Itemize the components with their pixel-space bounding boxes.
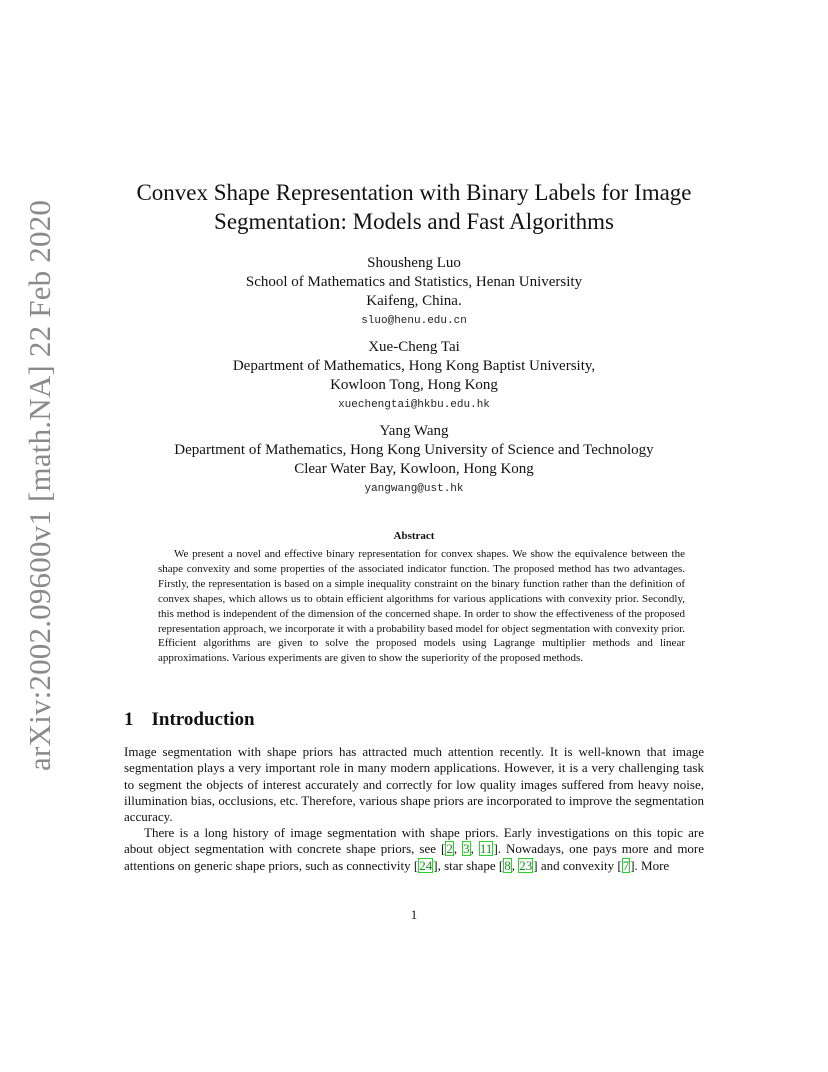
author-affiliation: Department of Mathematics, Hong Kong Baptist University, xyxy=(232,358,596,374)
author-name: Shousheng Luo xyxy=(367,255,461,271)
author-email[interactable]: sluo@henu.edu.cn xyxy=(361,315,467,327)
section-heading xyxy=(124,709,255,731)
citation-link[interactable]: 23 xyxy=(519,857,533,873)
paragraph-text: There is a long history of image segmentation with shape priors. Early investigations on this topic are about object segmentation with concrete shape priors, see [ xyxy=(124,825,704,857)
citation-link[interactable]: 8 xyxy=(504,857,511,873)
author-block-1 xyxy=(100,254,728,329)
paragraph-text: ] and convexity [ xyxy=(533,857,622,873)
citation-link[interactable]: 3 xyxy=(463,841,470,857)
author-location: Kowloon Tong, Hong Kong xyxy=(330,377,498,393)
author-location: Clear Water Bay, Kowloon, Hong Kong xyxy=(294,461,534,477)
author-email[interactable]: xuechengtai@hkbu.edu.hk xyxy=(338,399,490,411)
author-email[interactable]: yangwang@ust.hk xyxy=(364,483,464,495)
paragraph-text: ], star shape [ xyxy=(433,857,504,873)
paragraph-text: , xyxy=(470,841,479,857)
arxiv-stamp: arXiv:2002.09600v1 [math.NA] 22 Feb 2020 xyxy=(22,199,57,771)
paper-title: Convex Shape Representation with Binary Labels for Image Segmentation: Models and Fast Algorithms xyxy=(136,180,692,234)
author-affiliation: Department of Mathematics, Hong Kong University of Science and Technology xyxy=(174,442,654,458)
abstract-text: We present a novel and effective binary representation for convex shapes. We show the equivalence between the shape convexity and some properties of the associated indicator function. The proposed method has two advantages. Firstly, the representation is based on a simple inequality constraint on the binary function rather than the definition of convex shapes, which allows us to obtain efficient algorithms for various applications with convexity prior. Secondly, this method is independent of the dimension of the concerned shape. In order to show the effectiveness of the proposed representation approach, we incorporate it with a probability based model for object segmentation with convexity prior. Efficient algorithms are given to solve the proposed models using Lagrange multiplier methods and linear approximations. Various experiments are given to show the superiority of the proposed methods. xyxy=(158,548,685,665)
citation-link[interactable]: 2 xyxy=(446,841,453,857)
section-title: Introduction xyxy=(151,709,255,730)
author-block-2 xyxy=(100,338,728,413)
author-location: Kaifeng, China. xyxy=(366,293,462,309)
abstract-heading: Abstract xyxy=(393,530,435,542)
author-name: Yang Wang xyxy=(379,423,449,439)
section-number: 1 xyxy=(124,709,134,730)
author-affiliation: School of Mathematics and Statistics, Henan University xyxy=(245,274,583,290)
paragraph-text: , xyxy=(453,841,463,857)
intro-paragraph-2 xyxy=(124,825,704,874)
paragraph-text: ]. More xyxy=(630,857,670,873)
page-number: 1 xyxy=(410,907,418,922)
citation-link[interactable]: 24 xyxy=(419,857,433,873)
citation-link[interactable]: 11 xyxy=(479,841,493,857)
paragraph-text: ]. Nowadays, one pays more and more attentions on generic shape priors, such as connectivity [ xyxy=(124,841,705,873)
author-name: Xue-Cheng Tai xyxy=(368,339,460,355)
author-block-3 xyxy=(100,422,728,497)
intro-paragraph-1: Image segmentation with shape priors has attracted much attention recently. It is well-known that image segmentation plays a very important role in many modern applications. However, it is a very challenging task to segment the objects of interest accurately and correctly for low quality images suffered from heavy noise, illumination bias, occlusions, etc. Therefore, various shape priors are incorporated to improve the segmentation accuracy. xyxy=(124,744,704,825)
citation-link[interactable]: 7 xyxy=(622,857,630,873)
paragraph-text: , xyxy=(511,857,519,873)
